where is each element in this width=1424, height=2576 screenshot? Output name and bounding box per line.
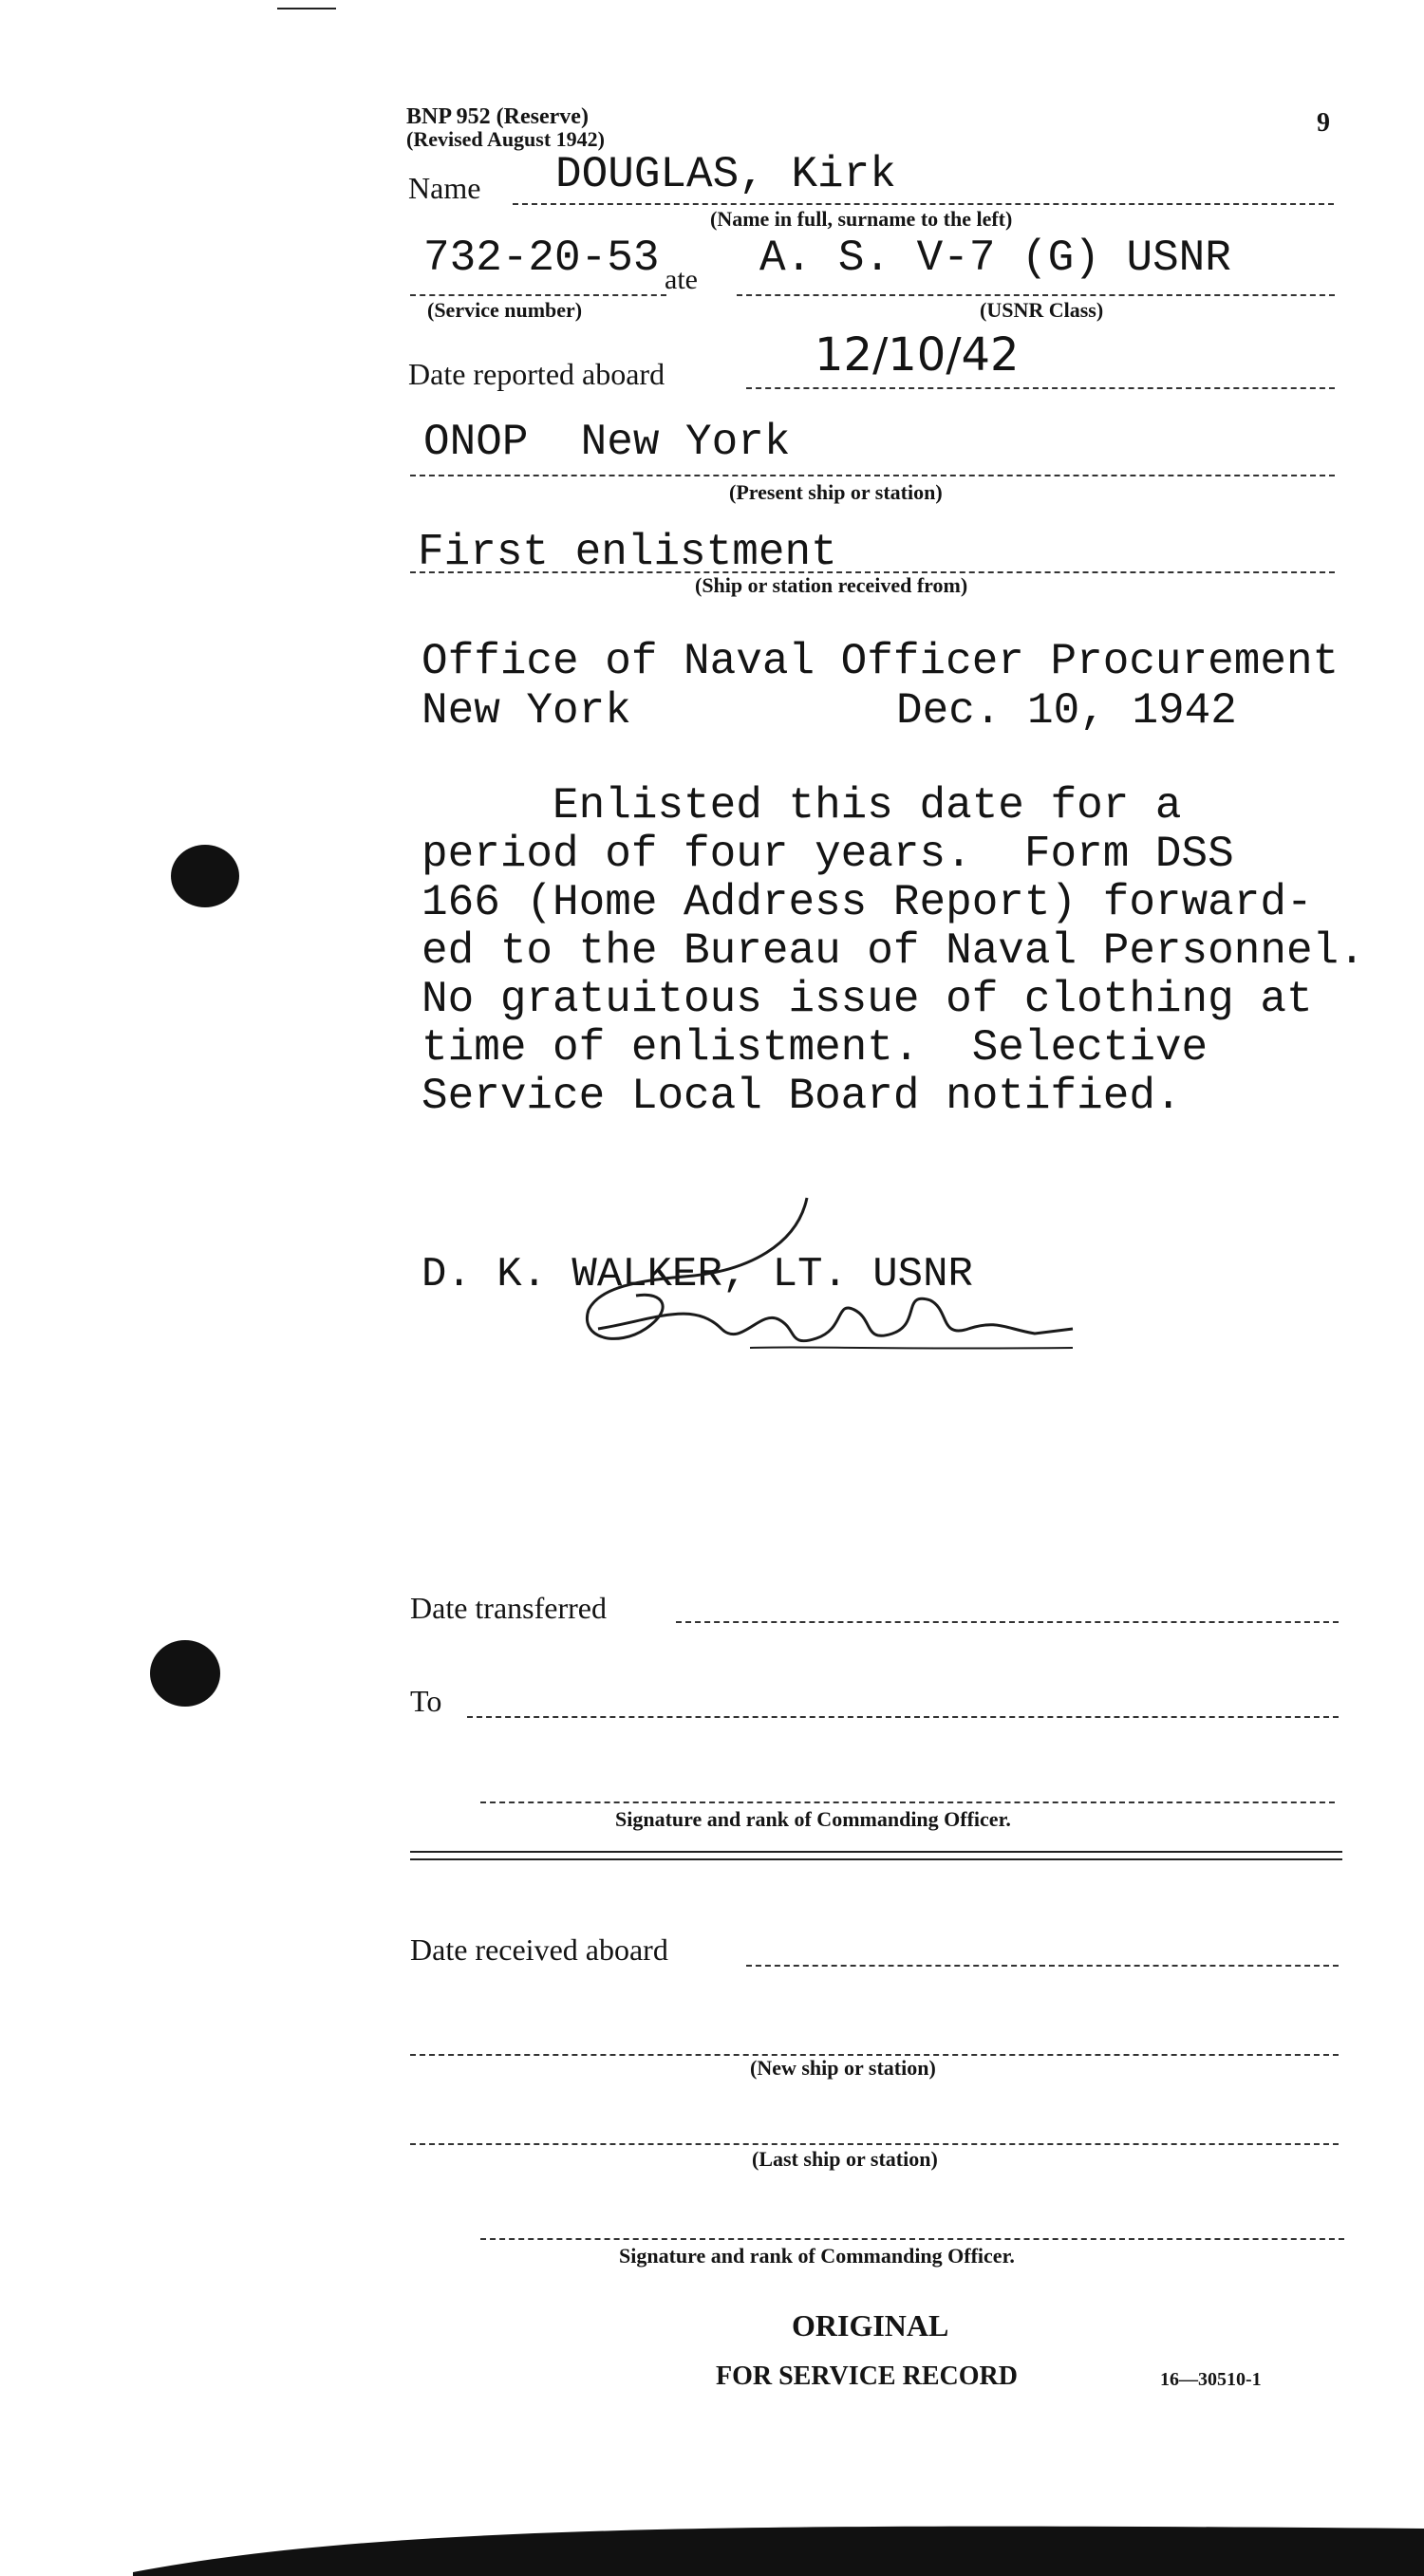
present-ship-value: ONOP New York [423, 418, 791, 467]
received-from-value: First enlistment [418, 528, 837, 577]
double-rule-top [410, 1851, 1342, 1853]
usnr-class-value: A. S. V-7 (G) USNR [759, 233, 1231, 283]
form-revised: (Revised August 1942) [406, 127, 606, 151]
body-line-4: ed to the Bureau of Naval Personnel. [422, 926, 1365, 976]
to-line [467, 1716, 1339, 1718]
date-reported-value: 12/10/42 [815, 328, 1020, 382]
date-transferred-line [676, 1621, 1339, 1623]
handwritten-signature [560, 1186, 1092, 1376]
office-line-2-right: Dec. 10, 1942 [896, 686, 1237, 736]
name-caption: (Name in full, surname to the left) [710, 207, 1013, 231]
office-line-2-left: New York [422, 686, 631, 736]
usnr-class-line [737, 294, 1335, 296]
punch-hole-lower [150, 1640, 220, 1707]
rate-label-fragment: ate [665, 264, 698, 295]
original-label: ORIGINAL [792, 2308, 949, 2343]
date-reported-label: Date reported aboard [408, 357, 665, 391]
last-ship-line [410, 2143, 1339, 2145]
double-rule-bottom [410, 1858, 1342, 1860]
date-transferred-label: Date transferred [410, 1591, 607, 1625]
body-line-3: 166 (Home Address Report) forward- [422, 878, 1313, 927]
body-line-2: period of four years. Form DSS [422, 830, 1234, 879]
body-line-7: Service Local Board notified. [422, 1072, 1182, 1121]
bottom-scan-edge [0, 2468, 1424, 2576]
body-line-1: Enlisted this date for a [422, 781, 1182, 831]
office-line-1: Office of Naval Officer Procurement [422, 637, 1340, 686]
signature-line-2 [480, 2238, 1344, 2240]
body-line-5: No gratuitous issue of clothing at [422, 975, 1313, 1024]
form-code: 16—30510-1 [1160, 2369, 1262, 2390]
name-value: DOUGLAS, Kirk [555, 150, 896, 199]
signature-caption-2: Signature and rank of Commanding Officer. [619, 2244, 1015, 2268]
service-number-caption: (Service number) [427, 298, 583, 322]
top-margin-stroke [277, 8, 336, 9]
new-ship-caption: (New ship or station) [750, 2056, 936, 2080]
received-from-caption: (Ship or station received from) [695, 573, 968, 597]
present-ship-caption: (Present ship or station) [729, 480, 943, 504]
service-number-line [410, 294, 666, 296]
name-label: Name [408, 171, 481, 205]
signature-line-1 [480, 1801, 1335, 1803]
usnr-class-caption: (USNR Class) [980, 298, 1104, 322]
form-id: BNP 952 (Reserve) [406, 104, 589, 129]
last-ship-caption: (Last ship or station) [752, 2147, 938, 2171]
to-label: To [410, 1684, 442, 1718]
signature-caption-1: Signature and rank of Commanding Officer. [615, 1807, 1011, 1831]
page-number: 9 [1317, 108, 1330, 138]
date-reported-line [746, 387, 1335, 389]
punch-hole-upper [171, 845, 239, 907]
date-received-line [746, 1965, 1339, 1967]
for-service-record-label: FOR SERVICE RECORD [716, 2361, 1018, 2391]
date-received-label: Date received aboard [410, 1932, 668, 1967]
signer-name: D. K. WALKER, LT. USNR [422, 1251, 973, 1298]
present-ship-line [410, 475, 1335, 476]
body-line-6: time of enlistment. Selective [422, 1023, 1209, 1073]
service-number-value: 732-20-53 [423, 233, 660, 283]
name-line [513, 203, 1334, 205]
